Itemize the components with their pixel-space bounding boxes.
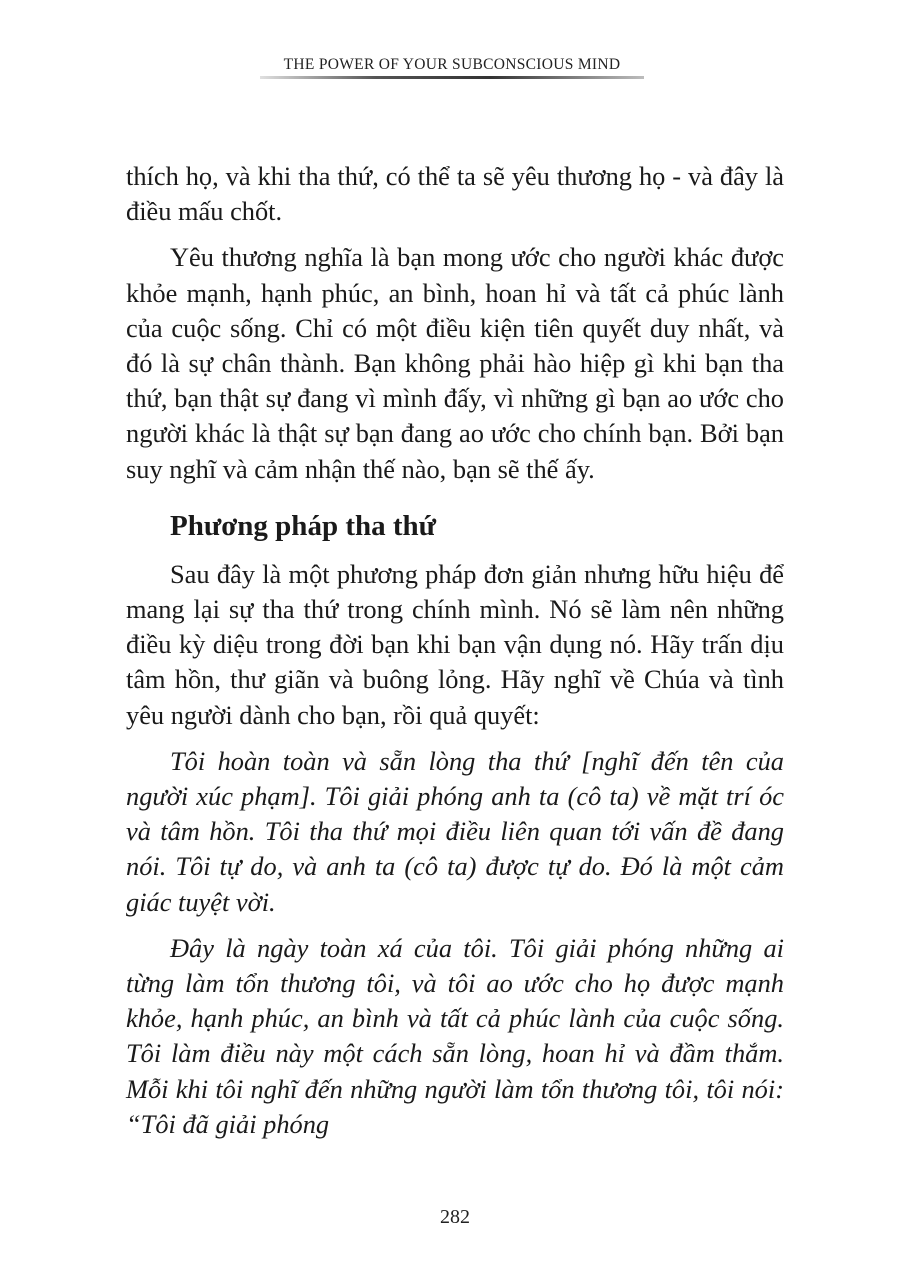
page-body bbox=[126, 159, 784, 1142]
page-number: 282 bbox=[440, 1206, 470, 1228]
paragraph-continuation: thích họ, và khi tha thứ, có thể ta sẽ yêu thương họ - và đây là điều mấu chốt. bbox=[126, 161, 784, 227]
section-heading: Phương pháp tha thứ bbox=[170, 509, 437, 542]
header-rule bbox=[260, 76, 644, 79]
affirmation-paragraph-2: Đây là ngày toàn xá của tôi. Tôi giải phóng những ai từng làm tổn thương tôi, và tôi ao ước cho họ được mạnh khỏe, hạnh phúc, an bình và tất cả phúc lành của cuộc sống. Tôi làm điều này một cách sẵn lòng, hoan hỉ và đầm thắm. Mỗi khi tôi nghĩ đến những người làm tổn thương tôi, tôi nói: “Tôi đã giải phóng bbox=[126, 932, 784, 1139]
affirmation-paragraph-1: Tôi hoàn toàn và sẵn lòng tha thứ [nghĩ đến tên của người xúc phạm]. Tôi giải phóng anh ta (cô ta) về mặt trí óc và tâm hồn. Tôi tha thứ mọi điều liên quan tới vấn đề đang nói. Tôi tự do, và anh ta (cô ta) được tự do. Đó là một cảm giác tuyệt vời. bbox=[126, 745, 784, 917]
paragraph-method-intro: Sau đây là một phương pháp đơn giản nhưng hữu hiệu để mang lại sự tha thứ trong chính mình. Nó sẽ làm nên những điều kỳ diệu trong đời bạn khi bạn vận dụng nó. Hãy trấn dịu tâm hồn, thư giãn và buông lỏng. Hãy nghĩ về Chúa và tình yêu người dành cho bạn, rồi quả quyết: bbox=[126, 558, 784, 730]
paragraph-love-definition: Yêu thương nghĩa là bạn mong ước cho người khác được khỏe mạnh, hạnh phúc, an bình, hoan hỉ và tất cả phúc lành của cuộc sống. Chỉ có một điều kiện tiên quyết duy nhất, và đó là sự chân thành. Bạn không phải hào hiệp gì khi bạn tha thứ, bạn thật sự đang vì mình đấy, vì những gì bạn ao ước cho người khác là thật sự bạn đang ao ước cho chính bạn. Bởi bạn suy nghĩ và cảm nhận thế nào, bạn sẽ thế ấy. bbox=[126, 242, 784, 484]
running-header: THE POWER OF YOUR SUBCONSCIOUS MIND bbox=[283, 56, 621, 73]
